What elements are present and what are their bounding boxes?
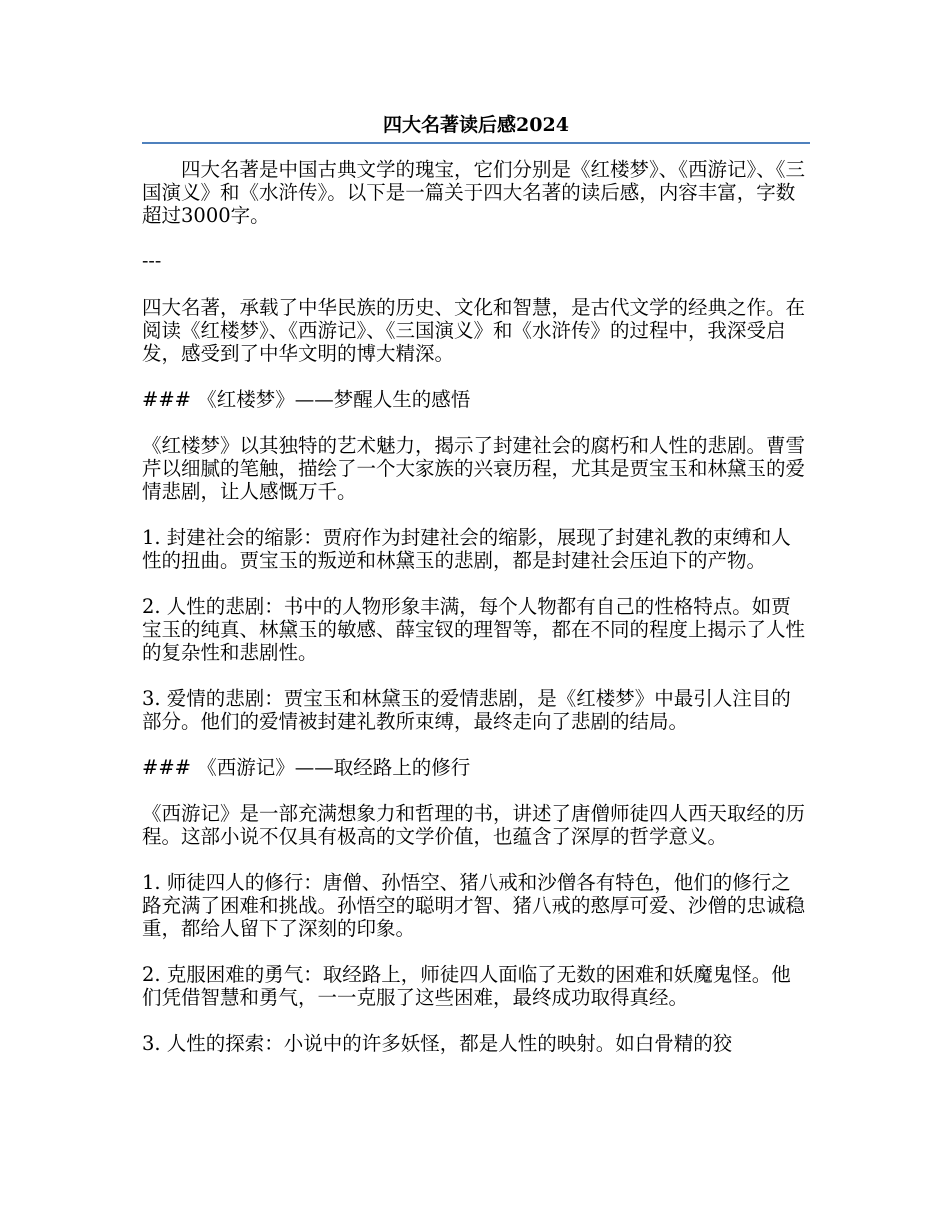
section-xiyouji: [142, 756, 810, 1055]
list-item: 3. 人性的探索：小说中的许多妖怪，都是人性的映射。如白骨精的狡: [142, 1032, 733, 1055]
section-heading: ### 《红楼梦》——梦醒人生的感悟: [142, 388, 471, 411]
list-item: 2. 人性的悲剧：书中的人物形象丰满，每个人物都有自己的性格特点。如贾宝玉的纯真、林黛玉的敏感、薛宝钗的理智等，都在不同的程度上揭示了人性的复杂性和悲剧性。: [142, 595, 806, 664]
opening-paragraph: 四大名著，承载了中华民族的历史、文化和智慧，是古代文学的经典之作。在阅读《红楼梦》、《西游记》、《三国演义》和《水浒传》的过程中，我深受启发，感受到了中华文明的博大精深。: [142, 296, 806, 365]
section-hongloumeng: [142, 388, 810, 733]
intro-paragraph: 四大名著是中国古典文学的瑰宝，它们分别是《红楼梦》、《西游记》、《三国演义》和《水浒传》。以下是一篇关于四大名著的读后感，内容丰富，字数超过3000字。: [142, 158, 806, 227]
section-summary: 《西游记》是一部充满想象力和哲理的书，讲述了唐僧师徒四人西天取经的历程。这部小说不仅具有极高的文学价值，也蕴含了深厚的哲学意义。: [142, 802, 806, 848]
separator-line: ---: [142, 250, 162, 272]
list-item: 1. 师徒四人的修行：唐僧、孙悟空、猪八戒和沙僧各有特色，他们的修行之路充满了困难和挑战。孙悟空的聪明才智、猪八戒的憨厚可爱、沙僧的忠诚稳重，都给人留下了深刻的印象。: [142, 871, 806, 940]
section-heading: ### 《西游记》——取经路上的修行: [142, 756, 471, 779]
list-item: 2. 克服困难的勇气：取经路上，师徒四人面临了无数的困难和妖魔鬼怪。他们凭借智慧和勇气，一一克服了这些困难，最终成功取得真经。: [142, 963, 791, 1009]
document-page: [142, 112, 810, 1078]
list-item: 3. 爱情的悲剧：贾宝玉和林黛玉的爱情悲剧，是《红楼梦》中最引人注目的部分。他们的爱情被封建礼教所束缚，最终走向了悲剧的结局。: [142, 687, 791, 733]
section-summary: 《红楼梦》以其独特的艺术魅力，揭示了封建社会的腐朽和人性的悲剧。曹雪芹以细腻的笔触，描绘了一个大家族的兴衰历程，尤其是贾宝玉和林黛玉的爱情悲剧，让人感慨万千。: [142, 434, 806, 503]
list-item: 1. 封建社会的缩影：贾府作为封建社会的缩影，展现了封建礼教的束缚和人性的扭曲。贾宝玉的叛逆和林黛玉的悲剧，都是封建社会压迫下的产物。: [142, 526, 791, 572]
document-title: 四大名著读后感2024: [383, 114, 569, 136]
title-underline: [142, 142, 810, 144]
